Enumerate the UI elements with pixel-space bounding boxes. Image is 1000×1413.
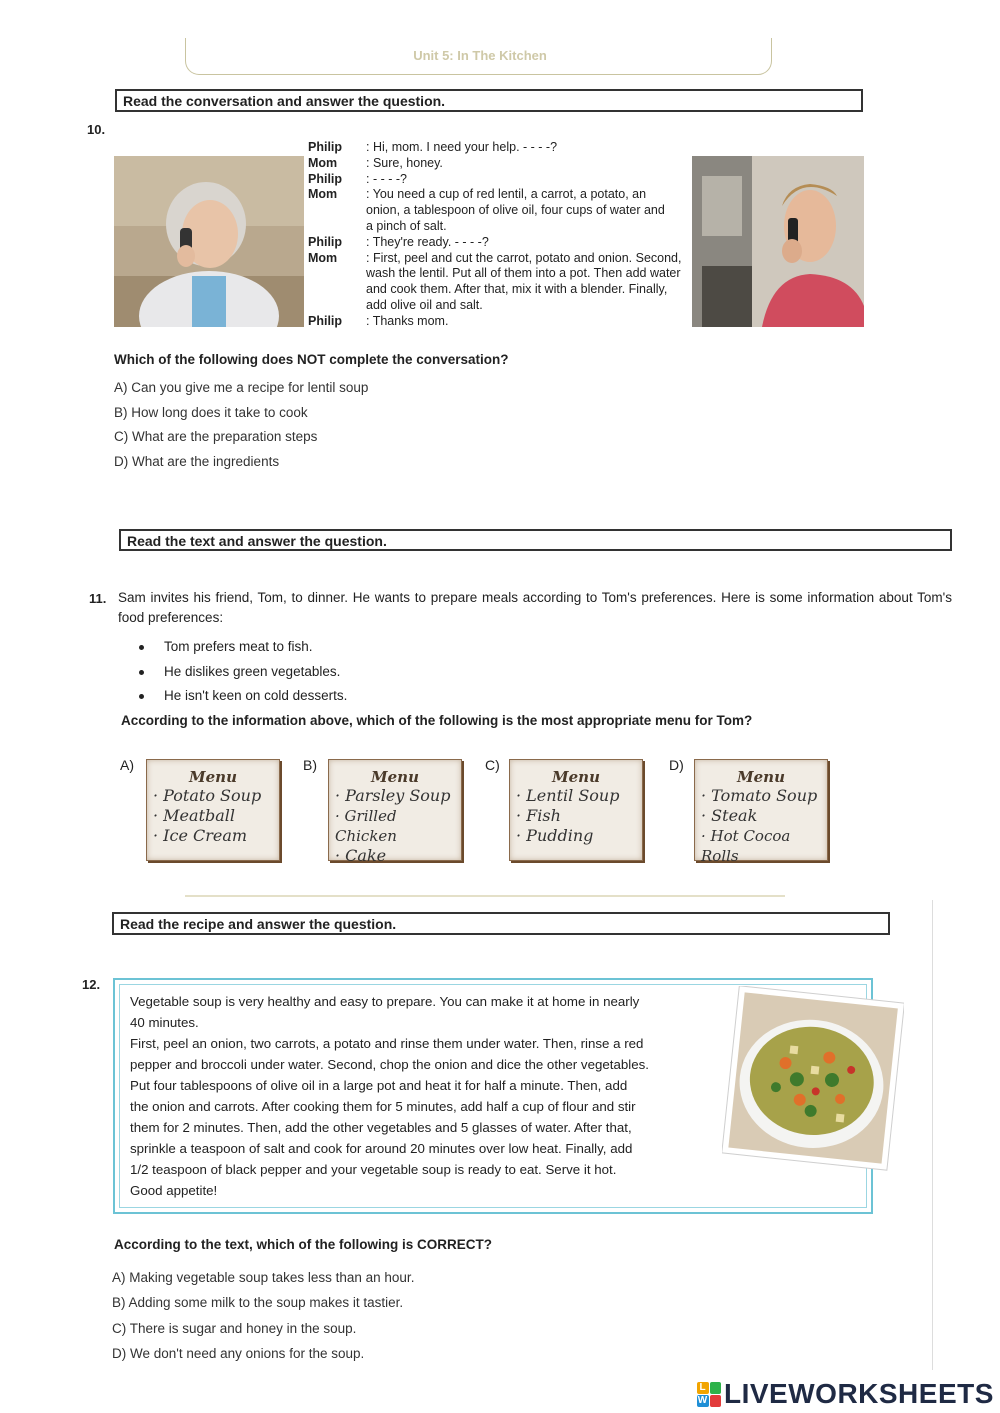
line: : First, peel and cut the carrot, potato and onion. Second, wash the lentil. Put all of them into a pot. Then add water and cook them. After that, mix it with a blender. Finally, add olive oil and salt.	[366, 250, 682, 312]
logo-letter: L	[697, 1382, 709, 1394]
option-c[interactable]: C) There is sugar and honey in the soup.	[112, 1321, 357, 1336]
instruction-box-recipe: Read the recipe and answer the question.	[112, 912, 890, 935]
dialog-line	[308, 235, 691, 251]
menu-item: · Cake	[335, 846, 387, 865]
option-a[interactable]: A) Making vegetable soup takes less than an hour.	[112, 1270, 415, 1285]
menu-item: · Potato Soup	[153, 786, 262, 805]
dialog-line	[308, 172, 691, 188]
menu-title: Menu	[371, 768, 419, 786]
bullet-dot	[139, 670, 144, 675]
option-c-label[interactable]: C)	[485, 757, 500, 773]
recipe-line: 40 minutes.	[130, 1015, 199, 1030]
menu-card-c[interactable]	[509, 759, 643, 861]
instruction-box-text: Read the text and answer the question.	[119, 529, 952, 551]
question-number-11: 11.	[89, 591, 107, 606]
recipe-line: Put four tablespoons of olive oil in a large pot and heat it for half a minute. Then, add	[130, 1078, 628, 1093]
dialog-line	[308, 156, 691, 172]
dialog-line	[308, 140, 691, 156]
bullet-dot	[139, 645, 144, 650]
menu-item: · Grilled Chicken	[335, 807, 397, 845]
recipe-line: Vegetable soup is very healthy and easy to prepare. You can make it at home in nearly	[130, 994, 640, 1009]
recipe-line: them for 2 minutes. Then, add the other vegetables and 5 glasses of water. After that,	[130, 1120, 632, 1135]
conversation-dialog	[308, 140, 691, 330]
question-12-text: According to the text, which of the following is CORRECT?	[114, 1237, 492, 1252]
menu-item: · Hot Cocoa Rolls	[701, 827, 791, 865]
option-d[interactable]: D) We don't need any onions for the soup.	[112, 1346, 365, 1361]
recipe-line: pepper and broccoli under water. Second, chop the onion and dice the other vegetables.	[130, 1057, 649, 1072]
speaker: Philip	[308, 140, 343, 154]
speaker: Philip	[308, 234, 343, 249]
brand-name: LIVEWORKSHEETS	[724, 1378, 994, 1409]
dialog-line	[308, 251, 691, 314]
recipe-line: 1/2 teaspoon of black pepper and your vegetable soup is ready to eat. Serve it hot.	[130, 1162, 617, 1177]
menu-title: Menu	[737, 768, 785, 786]
menu-title: Menu	[189, 768, 237, 786]
menu-item: · Meatball	[153, 806, 236, 825]
bullet-dot	[139, 694, 144, 699]
speaker: Mom	[308, 187, 338, 202]
question-10-text: Which of the following does NOT complete the conversation?	[114, 352, 509, 367]
liveworksheets-logo-icon	[697, 1382, 721, 1406]
line: : Hi, mom. I need your help. - - - -?	[366, 140, 558, 154]
menu-item: · Pudding	[516, 826, 594, 845]
speaker: Mom	[308, 250, 338, 265]
question-11-intro: Sam invites his friend, Tom, to dinner. He wants to prepare meals according to Tom's preferences. Here is some information about Tom's food preferences:	[118, 590, 952, 625]
vegetable-soup-photo	[722, 986, 904, 1172]
menu-item: · Parsley Soup	[335, 786, 451, 805]
line: : Thanks mom.	[366, 313, 449, 328]
question-11-text: According to the information above, which of the following is the most appropriate menu for Tom?	[121, 713, 753, 728]
menu-item: · Tomato Soup	[701, 786, 818, 805]
menu-card-d[interactable]	[694, 759, 828, 865]
speaker: Philip	[308, 171, 343, 186]
preference-bullet: He isn't keen on cold desserts.	[139, 688, 347, 703]
preference-bullet: He dislikes green vegetables.	[139, 664, 340, 679]
option-c[interactable]: C) What are the preparation steps	[114, 429, 318, 444]
recipe-text	[130, 991, 730, 1201]
instruction-box-conversation: Read the conversation and answer the question.	[115, 89, 863, 112]
dialog-line	[308, 187, 691, 234]
recipe-line: the onion and carrots. After cooking them for 5 minutes, add half a cup of flour and stir	[130, 1099, 636, 1114]
menu-card-b[interactable]	[328, 759, 462, 865]
philip-phone-photo	[692, 156, 864, 327]
option-a-label[interactable]: A)	[120, 757, 134, 773]
dialog-line	[308, 314, 691, 330]
option-d[interactable]: D) What are the ingredients	[114, 454, 280, 469]
line: : They're ready. - - - -?	[366, 234, 489, 249]
logo-tile	[710, 1395, 722, 1407]
margin-line	[932, 900, 933, 1370]
mom-phone-photo	[114, 156, 304, 327]
logo-letter: W	[697, 1395, 708, 1406]
menu-item: · Lentil Soup	[516, 786, 620, 805]
line: : Sure, honey.	[366, 155, 443, 170]
line: : - - - -?	[366, 171, 407, 186]
liveworksheets-brand	[697, 1378, 994, 1410]
recipe-line: Good appetite!	[130, 1183, 218, 1198]
speaker: Philip	[308, 313, 343, 328]
option-d-label[interactable]: D)	[669, 757, 684, 773]
menu-item: · Fish	[516, 806, 561, 825]
option-b[interactable]: B) How long does it take to cook	[114, 405, 308, 420]
unit-title: Unit 5: In The Kitchen	[413, 48, 547, 63]
option-b-label[interactable]: B)	[303, 757, 317, 773]
section-divider	[185, 895, 785, 897]
menu-title: Menu	[552, 768, 600, 786]
menu-card-a[interactable]	[146, 759, 280, 861]
speaker: Mom	[308, 155, 338, 170]
option-a[interactable]: A) Can you give me a recipe for lentil soup	[114, 380, 369, 395]
question-number-10: 10.	[87, 122, 106, 137]
option-b[interactable]: B) Adding some milk to the soup makes it tastier.	[112, 1295, 404, 1310]
logo-tile	[710, 1382, 722, 1394]
menu-item: · Ice Cream	[153, 826, 248, 845]
recipe-line: sprinkle a teaspoon of salt and cook for around 20 minutes over low heat. Finally, add	[130, 1141, 633, 1156]
line: : You need a cup of red lentil, a carrot, a potato, an onion, a tablespoon of olive oil, four cups of water and a pinch of salt.	[366, 187, 665, 233]
question-number-12: 12.	[82, 977, 101, 992]
recipe-line: First, peel an onion, two carrots, a potato and rinse them under water. Then, rinse a red	[130, 1036, 644, 1051]
menu-item: · Steak	[701, 806, 758, 825]
preference-bullet: Tom prefers meat to fish.	[139, 639, 313, 654]
